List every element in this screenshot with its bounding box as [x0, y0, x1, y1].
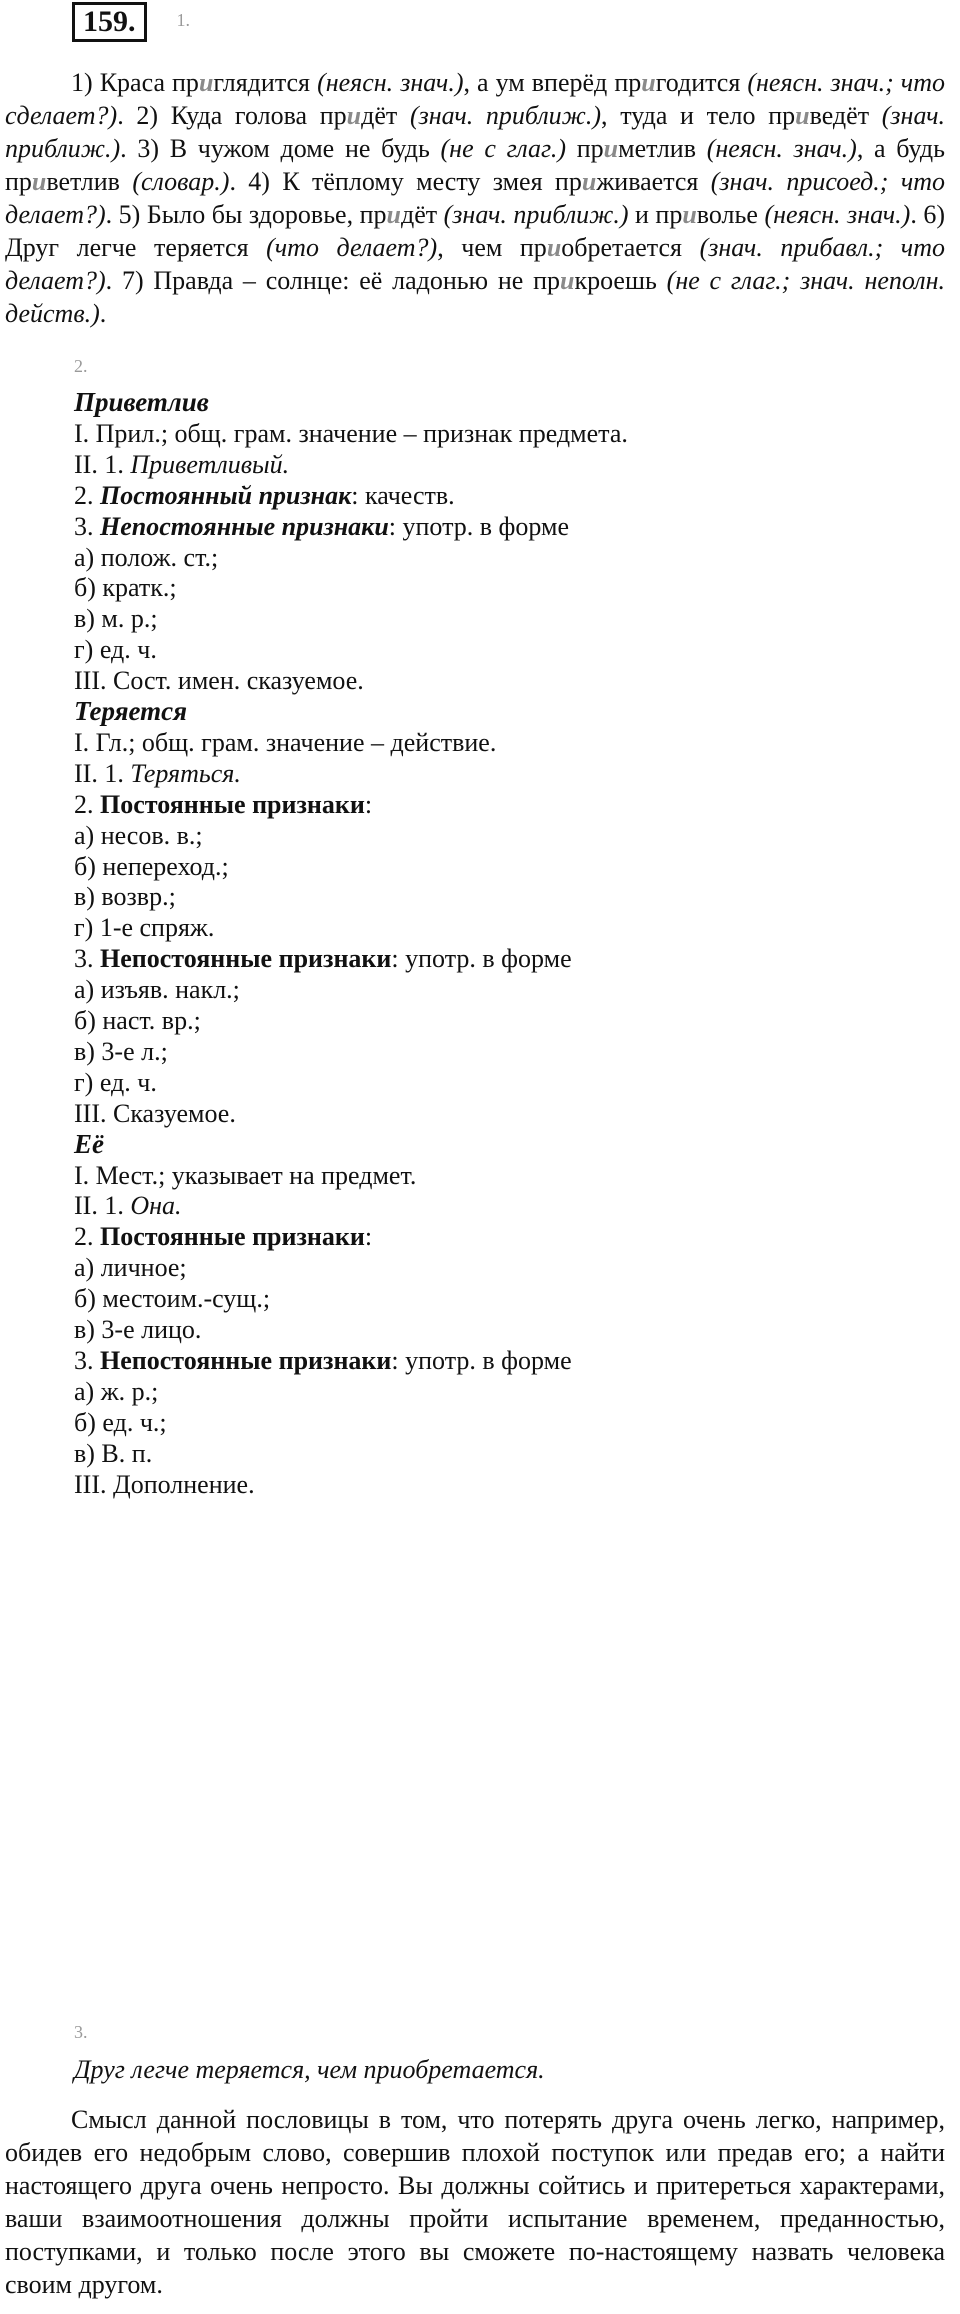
text-run: 3. [74, 944, 100, 974]
highlighted-vowel: и [386, 200, 401, 229]
highlighted-vowel: и [31, 167, 47, 196]
analysis-line: г) ед. ч. [74, 635, 157, 665]
text-run: кроешь [574, 266, 667, 295]
text-run: : качеств. [351, 480, 455, 510]
highlighted-vowel: и [682, 200, 697, 229]
analysis-line: а) несов. в.; [74, 820, 203, 850]
analysis-line: б) местоим.-сущ.; [74, 1284, 271, 1314]
part1-paragraph [5, 66, 945, 330]
text-run: обретается [561, 233, 700, 262]
text-run: , чем пр [437, 233, 547, 262]
step-1-label: 1. [176, 9, 190, 30]
feature-label: Постоянный признак [100, 480, 352, 510]
grammar-note: (знач. присоед.; что делает?) [5, 167, 946, 229]
analysis-line: I. Мест.; указывает на предмет. [74, 1160, 417, 1190]
analysis-line [74, 448, 289, 481]
grammar-note: (неясн. знач.) [706, 134, 857, 163]
analysis-line [74, 479, 455, 512]
feature-label: Непостоянные признаки [100, 511, 389, 541]
analysis-line: III. Дополнение. [74, 1469, 255, 1499]
text-run: 3. [74, 1345, 100, 1375]
text-run: дёт [400, 200, 444, 229]
text-run: 2. [74, 789, 100, 819]
analysis-line: б) ед. ч.; [74, 1407, 167, 1437]
highlighted-vowel: и [795, 101, 810, 130]
grammar-note: (неясн. знач.) [317, 68, 464, 97]
step-2-label: 2. [74, 356, 88, 376]
analysis-line [74, 1220, 372, 1253]
analysis-line: б) непереход.; [74, 851, 229, 881]
analysis-line: III. Сказуемое. [74, 1098, 236, 1128]
analysis-line [74, 1344, 572, 1377]
grammar-note: (неясн. знач.) [764, 200, 911, 229]
analysis-line [74, 1189, 182, 1222]
initial-form: Она. [130, 1191, 182, 1221]
analysis-line: III. Сост. имен. сказуемое. [74, 666, 364, 696]
analysis-line [74, 757, 241, 790]
text-run: II. 1. [74, 449, 131, 479]
analysis-line: а) полож. ст.; [74, 542, 219, 572]
text-run: 2. [74, 480, 100, 510]
text-run: ведёт [809, 101, 882, 130]
feature-label: Непостоянные признаки [100, 944, 392, 974]
text-run: II. 1. [74, 1191, 131, 1221]
text-run: пр [566, 134, 604, 163]
text-run: . [99, 299, 107, 328]
word-heading: Её [74, 1128, 104, 1159]
step-3-label: 3. [74, 2022, 88, 2042]
text-run: живается [596, 167, 711, 196]
text-run: глядится [213, 68, 318, 97]
highlighted-vowel: и [198, 68, 214, 97]
essay-paragraph: Смысл данной пословицы в том, что потерять друга очень легко, например, обидев его недобрым слово, совершив плохой поступок или предав его; а найти настоящего друга очень непросто. Вы должны сойтись и притереться характерами, ваши взаимоотношения должны пройти испытание временем, преданностью, поступками, и только после этого вы сможете по-настоящему назвать человека своим другом. [5, 2105, 945, 2299]
highlighted-vowel: и [603, 134, 619, 163]
analysis-line: I. Гл.; общ. грам. значение – действие. [74, 727, 497, 757]
analysis-line: в) В. п. [74, 1438, 153, 1468]
highlighted-vowel: и [546, 233, 562, 262]
text-run: , а ум вперёд пр [463, 68, 642, 97]
grammar-note: (знач. приближ.) [409, 101, 602, 130]
text-run: : употр. в форме [391, 944, 572, 974]
text-run: годится [655, 68, 748, 97]
text-run: метлив [618, 134, 707, 163]
text-run: : употр. в форме [391, 1345, 572, 1375]
grammar-note: (неясн. знач.; что сделает?) [5, 68, 945, 130]
text-run: ветлив [46, 167, 133, 196]
text-run: 1) Краса пр [71, 68, 199, 97]
analysis-line [74, 510, 569, 543]
analysis-line: в) 3-е л.; [74, 1036, 168, 1066]
text-run: дёт [361, 101, 410, 130]
feature-label: Непостоянные признаки [100, 1345, 392, 1375]
analysis-line: I. Прил.; общ. грам. значение – признак предмета. [74, 418, 628, 448]
analysis-line: в) возвр.; [74, 882, 176, 912]
text-run: . 5) Было бы здоровье, пр [105, 200, 387, 229]
task-number: 159. [72, 2, 147, 42]
text-run: . 3) В чужом доме не будь [120, 134, 441, 163]
grammar-note: (знач. приближ.) [443, 200, 629, 229]
initial-form: Приветливый. [130, 449, 290, 479]
text-run: . 4) К тёплому месту змея пр [229, 167, 582, 196]
analysis-line: а) изъяв. накл.; [74, 975, 240, 1005]
analysis-line: б) кратк.; [74, 573, 177, 603]
text-run: : [364, 1222, 373, 1252]
text-run: , а будь пр [5, 134, 945, 196]
feature-label: Постоянные признаки [100, 789, 365, 819]
text-run: 2. [74, 1222, 100, 1252]
initial-form: Теряться. [130, 758, 241, 788]
text-run: . 6) Друг легче теряется [5, 200, 945, 262]
grammar-note: (словар.) [132, 167, 230, 196]
text-run: 3. [74, 511, 100, 541]
text-run: и пр [628, 200, 683, 229]
text-run: волье [696, 200, 765, 229]
text-run: : употр. в форме [388, 511, 569, 541]
analysis-line: г) 1-е спряж. [74, 913, 215, 943]
analysis-line: а) личное; [74, 1253, 187, 1283]
grammar-note: (знач. приближ.) [5, 101, 946, 163]
analysis-line: в) 3-е лицо. [74, 1315, 202, 1344]
proverb: Друг легче теряется, чем приобретается. [74, 2055, 545, 2084]
grammar-note: (не с глаг.) [440, 134, 567, 163]
text-run: . 2) Куда голова пр [117, 101, 347, 130]
analysis-line: б) наст. вр.; [74, 1006, 201, 1035]
highlighted-vowel: и [581, 167, 597, 196]
grammar-note: (знач. прибавл.; что делает?) [5, 233, 945, 295]
word-heading: Теряется [74, 696, 188, 726]
grammar-note: (что делает?) [266, 233, 438, 262]
analysis-line: а) ж. р.; [74, 1376, 159, 1406]
word-heading: Приветлив [74, 387, 209, 417]
task-header [72, 2, 190, 42]
grammar-note: (не с глаг.; знач. неполн. действ.) [5, 266, 945, 328]
text-run: II. 1. [74, 758, 131, 788]
text-run: . 7) Правда – солнце: её ладонью не пр [105, 266, 561, 295]
text-run: , туда и тело пр [601, 101, 796, 130]
highlighted-vowel: и [560, 266, 575, 295]
analysis-line: в) м. р.; [74, 604, 158, 634]
text-run: : [364, 789, 373, 819]
analysis-line [74, 788, 372, 821]
highlighted-vowel: и [346, 101, 362, 130]
highlighted-vowel: и [641, 68, 656, 97]
feature-label: Постоянные признаки [100, 1222, 365, 1252]
analysis-line: г) ед. ч. [74, 1067, 157, 1097]
analysis-line [74, 942, 572, 975]
